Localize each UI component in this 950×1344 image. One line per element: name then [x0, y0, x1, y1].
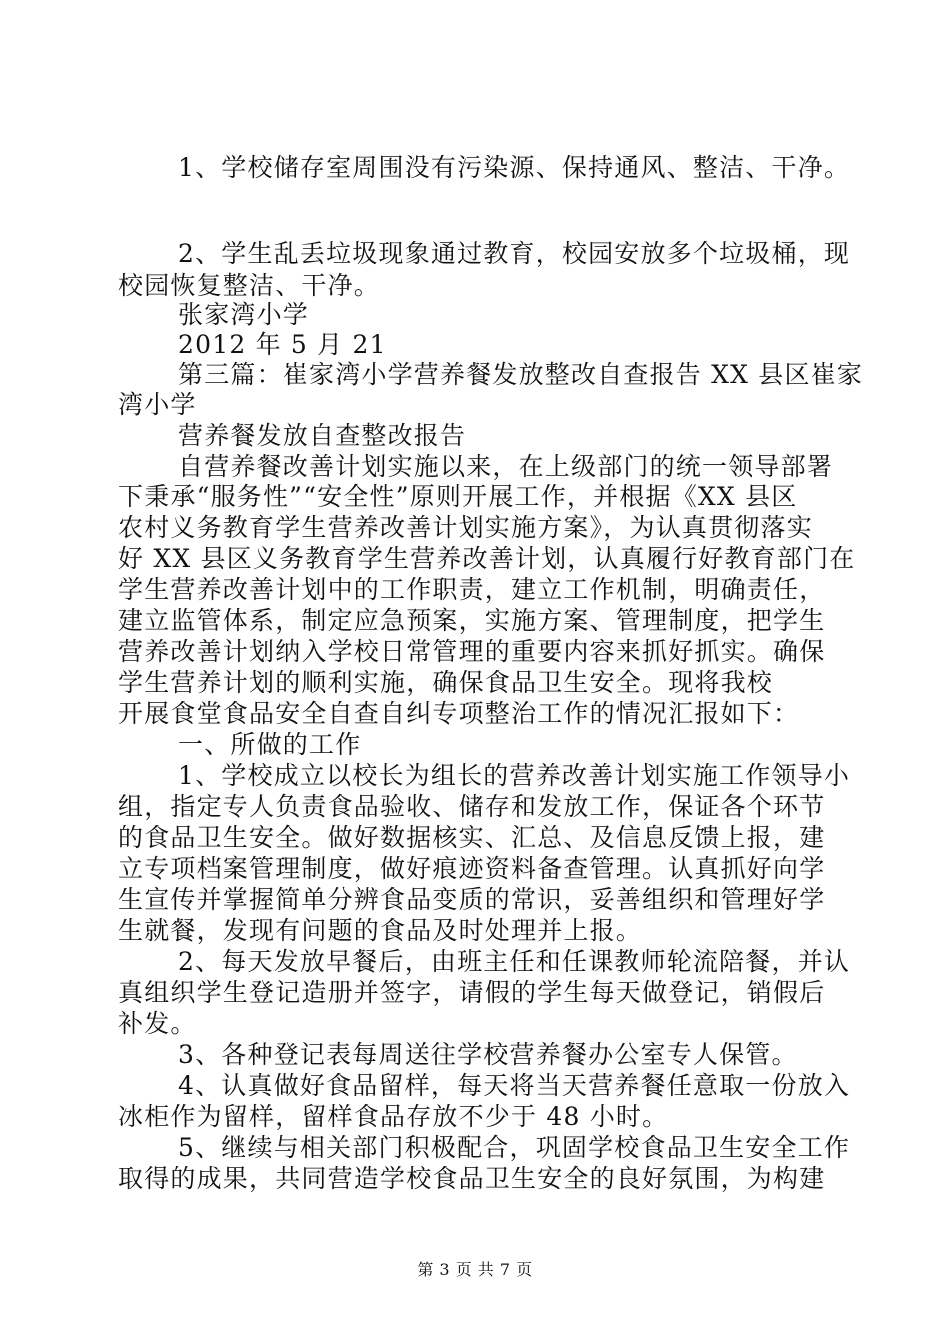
text-line: 3、各种登记表每周送往学校营养餐办公室专人保管。	[178, 1040, 798, 1069]
text-line: 4、认真做好食品留样，每天将当天营养餐任意取一份放入	[178, 1071, 851, 1100]
text-line: 校园恢复整洁、干净。	[118, 271, 381, 300]
text-line: 冰柜作为留样，留样食品存放不少于 48 小时。	[118, 1102, 669, 1131]
text-line: 1、学校储存室周围没有污染源、保持通风、整洁、干净。	[178, 153, 851, 182]
text-line: 立专项档案管理制度，做好痕迹资料备查管理。认真抓好向学	[118, 854, 826, 883]
text-line: 营养餐发放自查整改报告	[178, 421, 467, 450]
text-line: 学生营养计划的顺利实施，确保食品卫生安全。现将我校	[118, 668, 774, 697]
text-line: 补发。	[118, 1009, 197, 1038]
text-line: 第三篇：崔家湾小学营养餐发放整改自查报告 XX 县区崔家	[178, 360, 864, 389]
text-line: 2、学生乱丢垃圾现象通过教育，校园安放多个垃圾桶，现	[178, 239, 851, 268]
page-number: 第 3 页 共 7 页	[417, 1260, 533, 1279]
text-line: 2、每天发放早餐后，由班主任和任课教师轮流陪餐，并认	[178, 947, 851, 976]
text-line: 开展食堂食品安全自查自纠专项整治工作的情况汇报如下：	[118, 699, 800, 728]
text-line: 农村义务教育学生营养改善计划实施方案》，为认真贯彻落实	[118, 513, 813, 542]
text-line: 2012 年 5 月 21	[178, 330, 387, 359]
text-line: 建立监管体系，制定应急预案，实施方案、管理制度，把学生	[118, 606, 826, 635]
text-line: 学生营养改善计划中的工作职责，建立工作机制，明确责任，	[118, 575, 826, 604]
text-line: 组，指定专人负责食品验收、储存和发放工作，保证各个环节	[118, 792, 826, 821]
text-line: 下秉承“服务性”“安全性”原则开展工作，并根据《XX 县区	[118, 482, 798, 511]
text-line: 真组织学生登记造册并签字，请假的学生每天做登记，销假后	[118, 978, 826, 1007]
text-line: 取得的成果，共同营造学校食品卫生安全的良好氛围，为构建	[118, 1164, 826, 1193]
text-line: 好 XX 县区义务教育学生营养改善计划，认真履行好教育部门在	[118, 544, 856, 573]
text-line: 湾小学	[118, 390, 197, 419]
text-line: 的食品卫生安全。做好数据核实、汇总、及信息反馈上报，建	[118, 823, 826, 852]
text-line: 张家湾小学	[178, 300, 310, 329]
text-line: 营养改善计划纳入学校日常管理的重要内容来抓好抓实。确保	[118, 637, 826, 666]
text-line: 一、所做的工作	[178, 730, 362, 759]
text-line: 生就餐，发现有问题的食品及时处理并上报。	[118, 916, 643, 945]
text-line: 1、学校成立以校长为组长的营养改善计划实施工作领导小	[178, 761, 851, 790]
text-line: 5、继续与相关部门积极配合，巩固学校食品卫生安全工作	[178, 1133, 851, 1162]
text-line: 生宣传并掌握简单分辨食品变质的常识，妥善组织和管理好学	[118, 885, 826, 914]
text-line: 自营养餐改善计划实施以来，在上级部门的统一领导部署	[178, 452, 834, 481]
